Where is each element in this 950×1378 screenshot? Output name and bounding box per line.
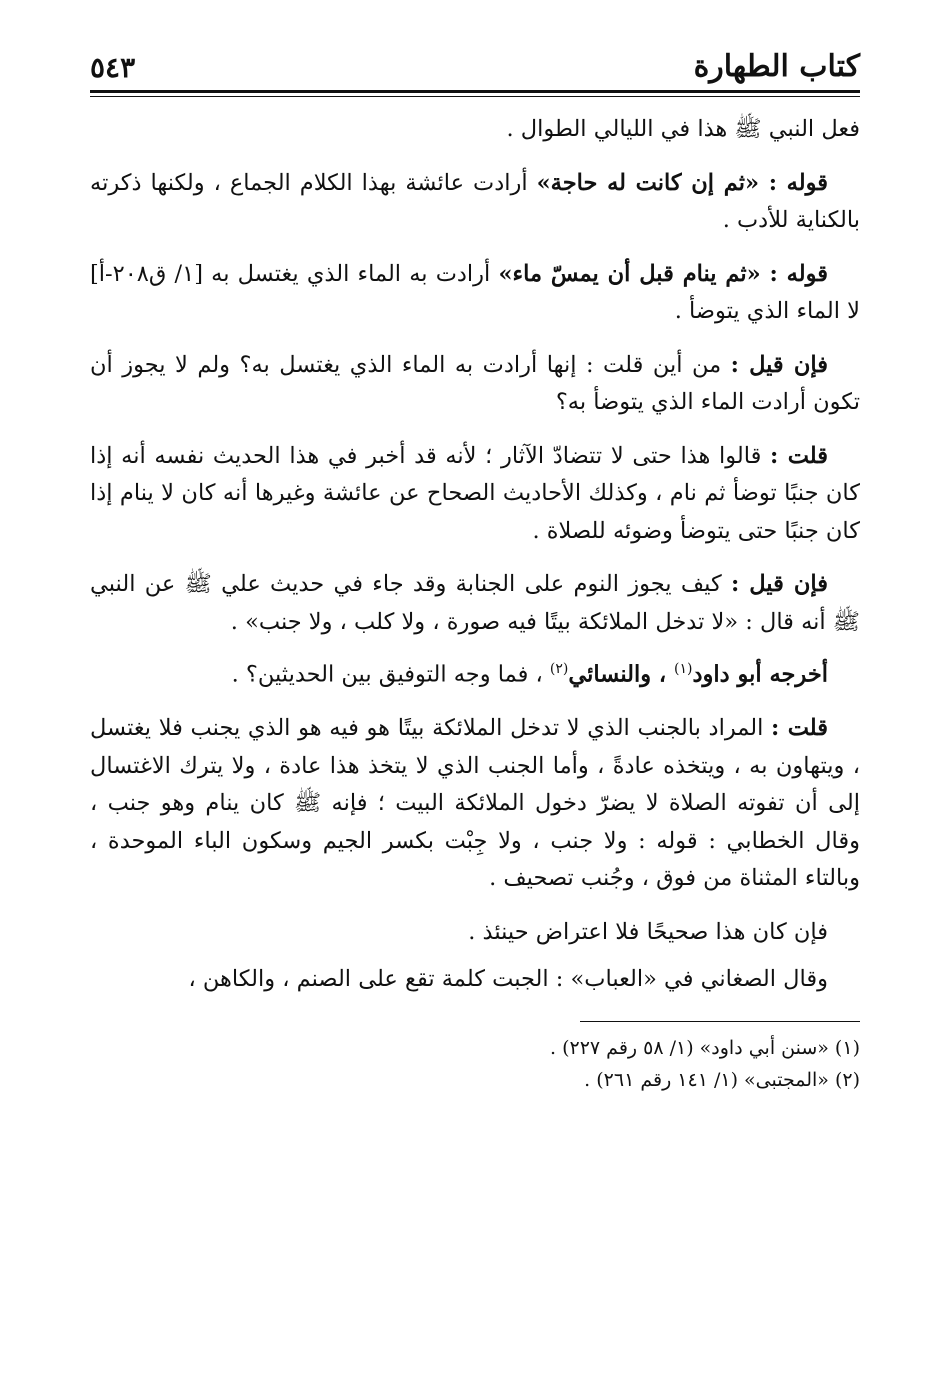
footnote-ref[interactable]: (١) bbox=[674, 661, 693, 677]
footnote: (١) «سنن أبي داود» (١/ ٥٨ رقم ٢٢٧) . bbox=[550, 1036, 860, 1059]
page-number: ٥٤٣ bbox=[90, 51, 136, 84]
paragraph: وقال الصغاني في «العباب» : الجبت كلمة تقع على الصنم ، والكاهن ، bbox=[188, 966, 828, 992]
footnote-ref[interactable]: (٢) bbox=[549, 661, 569, 677]
takhrij-line: أخرجه أبو داود$^{(١)}$ ، والنسائي$^{(٢)}$ ، فما وجه التوفيق بين الحديثين؟ . bbox=[231, 661, 828, 688]
header-rule bbox=[90, 90, 860, 93]
page-body bbox=[90, 111, 860, 999]
paragraph: قوله : «ثم إن كانت له حاجة» أرادت عائشة بهذا الكلام الجماع ، ولكنها ذكرته بالكناية للأدب . bbox=[90, 169, 860, 233]
paragraph: فإن قيل : من أين قلت : إنها أرادت به الماء الذي يغتسل به؟ ولم لا يجوز أن تكون أرادت الماء الذي يتوضأ به؟ bbox=[90, 351, 860, 415]
page-header bbox=[90, 36, 860, 84]
paragraph: قوله : «ثم ينام قبل أن يمسّ ماء» أرادت به الماء الذي يغتسل به [١/ ق٢٠٨-أ] لا الماء الذي يتوضأ . bbox=[90, 260, 860, 324]
paragraph: فإن كان هذا صحيحًا فلا اعتراض حينئذ . bbox=[468, 918, 828, 945]
paragraph: فعل النبي ﷺ هذا في الليالي الطوال . bbox=[506, 116, 860, 142]
footnote: (٢) «المجتبى» (١/ ١٤١ رقم ٢٦١) . bbox=[584, 1068, 860, 1091]
paragraph: فإن قيل : كيف يجوز النوم على الجنابة وقد جاء في حديث علي ﷺ عن النبي ﷺ أنه قال : «لا تدخل الملائكة بيتًا فيه صورة ، ولا كلب ، ولا جنب» . bbox=[90, 571, 860, 635]
header-rule-thin bbox=[90, 96, 860, 97]
book-title: كتاب الطهارة bbox=[693, 49, 860, 84]
paragraph: قلت : المراد بالجنب الذي لا تدخل الملائكة بيتًا هو فيه هو الذي يجنب فلا يغتسل ، ويتهاون به ، ويتخذه عادةً ، وأما الجنب الذي لا يتخذ هذا عادة ، ولا يترك الاغتسال إلى أن تفوته الصلاة لا يضرّ دخول الملائكة البيت ؛ فإنه ﷺ كان ينام وهو جنب ، وقال الخطابي : قوله : ولا جنب ، ولا جِبْت بكسر الجيم وسكون الباء الموحدة ، وبالتاء المثناة من فوق ، وجُنب تصحيف . bbox=[90, 715, 860, 891]
footnote-rule bbox=[580, 1021, 860, 1022]
book-page bbox=[90, 36, 860, 1096]
paragraph: قلت : قالوا هذا حتى لا تتضادّ الآثار ؛ لأنه قد أخبر في هذا الحديث نفسه أنه إذا كان جنبًا توضأ ثم نام ، وكذلك الأحاديث الصحاح عن عائشة وغيرها أنه كان لا ينام إذا كان جنبًا حتى يتوضأ وضوئه للصلاة . bbox=[90, 442, 860, 544]
